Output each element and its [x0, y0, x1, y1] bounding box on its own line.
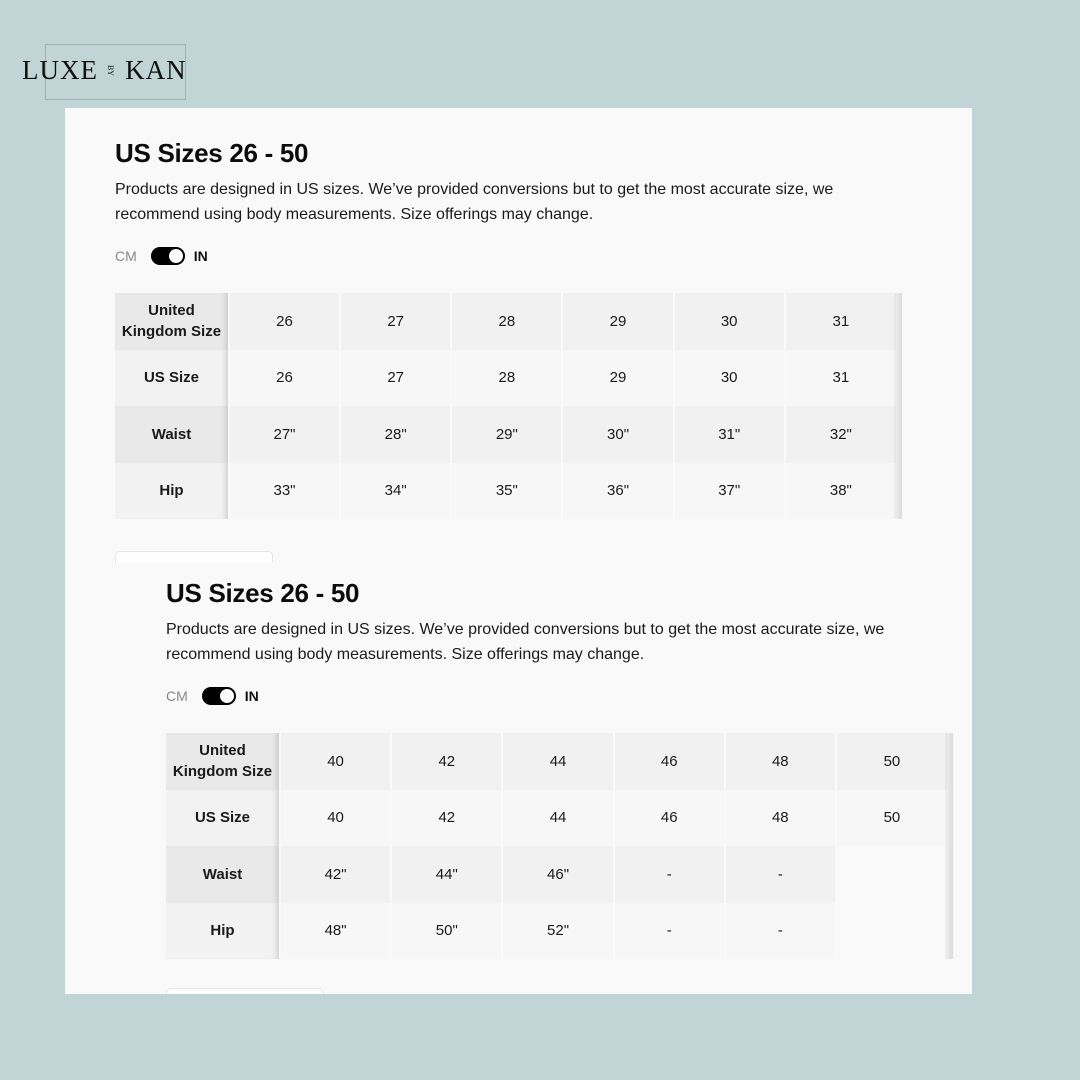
table-cell: 27": [229, 406, 340, 463]
table-cell: 50: [836, 790, 947, 847]
unit-switch[interactable]: [151, 247, 185, 265]
table-row: [115, 350, 896, 407]
size-panel: [166, 577, 947, 959]
table-cell: 44: [502, 790, 613, 847]
table-cell: 32": [785, 406, 896, 463]
table-cell: 36": [562, 463, 673, 520]
brand-logo: [22, 55, 187, 86]
panel-description: Products are designed in US sizes. We’ve provided conversions but to get the most accurate size, we recommend using body measurements. Size offerings may change.: [166, 621, 885, 663]
table-cell: 29": [451, 406, 562, 463]
table-cell: -: [725, 846, 836, 903]
table-cell: 52": [502, 903, 613, 960]
table-cell: 34": [340, 463, 451, 520]
tab-stub[interactable]: [166, 988, 324, 994]
table-cell: 28": [340, 406, 451, 463]
size-table-wrap: [166, 733, 947, 959]
unit-cm-label[interactable]: CM: [115, 248, 137, 264]
row-header: United Kingdom Size: [115, 293, 229, 350]
row-header: United Kingdom Size: [166, 733, 280, 790]
table-row: [166, 733, 947, 790]
unit-in-label[interactable]: IN: [193, 248, 208, 264]
table-cell: 40: [280, 790, 391, 847]
unit-cm-label[interactable]: CM: [166, 688, 188, 704]
table-cell: 27: [340, 293, 451, 350]
table-cell: 31: [785, 350, 896, 407]
row-header: Waist: [166, 846, 280, 903]
unit-switch[interactable]: [202, 687, 236, 705]
table-cell: [836, 903, 947, 960]
table-cell: 35": [451, 463, 562, 520]
table-cell: 42: [391, 733, 502, 790]
row-header: US Size: [166, 790, 280, 847]
table-cell: 27: [340, 350, 451, 407]
table-cell: 33": [229, 463, 340, 520]
row-header: Hip: [115, 463, 229, 520]
tab-stub[interactable]: [115, 551, 273, 563]
unit-toggle: [166, 687, 947, 705]
table-cell: 31": [674, 406, 785, 463]
table-cell: 26: [229, 293, 340, 350]
row-header: Hip: [166, 903, 280, 960]
table-cell: 30": [562, 406, 673, 463]
table-cell: 30: [674, 293, 785, 350]
table-cell: 31: [785, 293, 896, 350]
table-row: [166, 846, 947, 903]
brand-name-left: LUXE: [22, 55, 98, 85]
table-row: [166, 903, 947, 960]
table-cell: 28: [451, 293, 562, 350]
table-cell: 42: [391, 790, 502, 847]
table-cell: -: [614, 846, 725, 903]
table-cell: [836, 846, 947, 903]
table-cell: 37": [674, 463, 785, 520]
table-cell: -: [725, 903, 836, 960]
unit-toggle: [115, 247, 896, 265]
table-cell: 48": [280, 903, 391, 960]
table-row: [115, 463, 896, 520]
table-cell: 44: [502, 733, 613, 790]
table-cell: 46: [614, 733, 725, 790]
table-cell: 48: [725, 790, 836, 847]
panel-title: US Sizes 26 - 50: [115, 138, 309, 168]
table-cell: 50: [836, 733, 947, 790]
size-panel: [115, 137, 896, 519]
size-table: [166, 733, 947, 959]
brand-name-by: BY: [106, 64, 116, 77]
table-cell: 44": [391, 846, 502, 903]
table-row: [166, 790, 947, 847]
panel-description: Products are designed in US sizes. We’ve provided conversions but to get the most accurate size, we recommend using body measurements. Size offerings may change.: [115, 181, 834, 223]
table-cell: 28: [451, 350, 562, 407]
scroll-edge-shadow: [894, 293, 902, 519]
table-cell: 29: [562, 350, 673, 407]
table-cell: 38": [785, 463, 896, 520]
row-header: US Size: [115, 350, 229, 407]
panel-title: US Sizes 26 - 50: [166, 578, 360, 608]
row-header: Waist: [115, 406, 229, 463]
scroll-edge-shadow: [945, 733, 953, 959]
table-cell: 26: [229, 350, 340, 407]
table-cell: 30: [674, 350, 785, 407]
table-cell: 46": [502, 846, 613, 903]
table-cell: 50": [391, 903, 502, 960]
table-cell: 48: [725, 733, 836, 790]
size-table: [115, 293, 896, 519]
table-cell: -: [614, 903, 725, 960]
table-row: [115, 293, 896, 350]
table-row: [115, 406, 896, 463]
unit-in-label[interactable]: IN: [244, 688, 259, 704]
table-cell: 40: [280, 733, 391, 790]
brand-name-right: KAN: [125, 55, 187, 85]
table-cell: 29: [562, 293, 673, 350]
table-cell: 46: [614, 790, 725, 847]
size-table-wrap: [115, 293, 896, 519]
table-cell: 42": [280, 846, 391, 903]
